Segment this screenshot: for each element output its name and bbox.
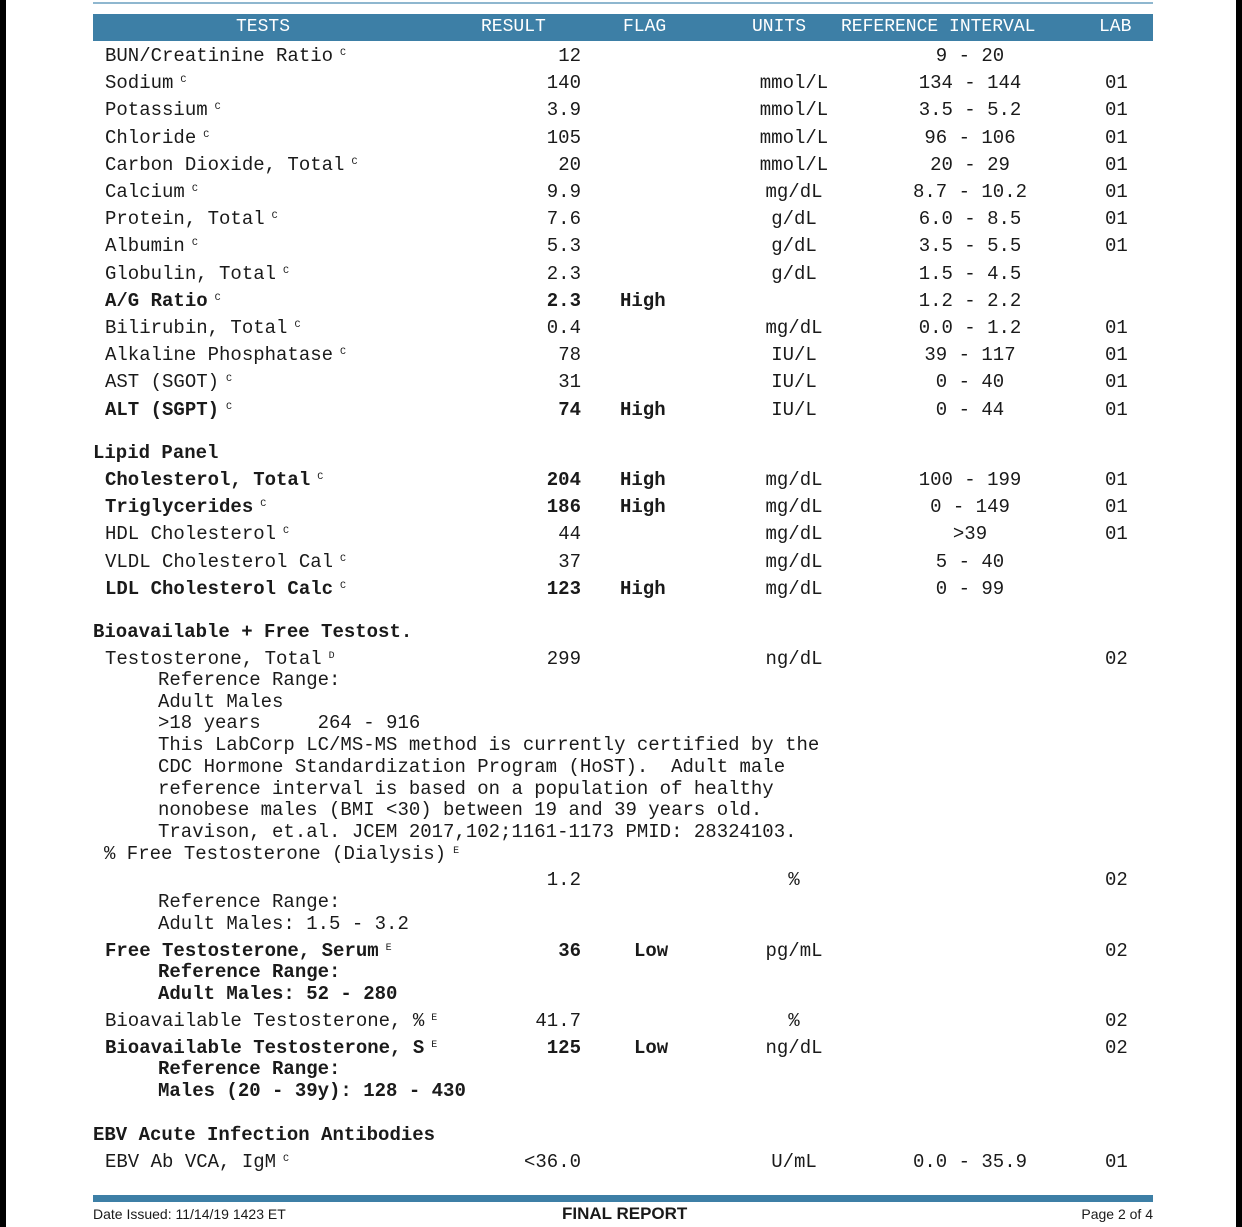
table-row bbox=[0, 1008, 1242, 1035]
note-line: Reference Range: bbox=[158, 669, 341, 691]
test-units: mg/dL bbox=[765, 577, 823, 600]
test-result: 74 bbox=[558, 398, 581, 421]
test-name: Potassium $^C$ bbox=[105, 99, 221, 122]
table-row bbox=[0, 867, 1242, 894]
test-units: mg/dL bbox=[765, 469, 823, 491]
test-lab: 01 bbox=[1105, 126, 1128, 149]
test-name: Triglycerides $^C$ bbox=[105, 496, 267, 519]
test-reference: 39 - 117 bbox=[924, 344, 1016, 367]
test-flag: Low bbox=[634, 940, 669, 962]
test-units: % bbox=[788, 1010, 800, 1032]
test-reference: >39 bbox=[952, 523, 988, 546]
note-line: Reference Range: bbox=[158, 1058, 341, 1080]
header-lab: LAB bbox=[1099, 17, 1132, 37]
test-flag: Low bbox=[634, 1037, 669, 1059]
test-reference: 0 - 99 bbox=[935, 577, 1005, 600]
table-row bbox=[0, 261, 1242, 288]
testosterone-panel-title: Bioavailable + Free Testost. bbox=[93, 621, 413, 643]
test-result: 36 bbox=[558, 940, 581, 962]
test-reference: 1.5 - 4.5 bbox=[918, 262, 1022, 285]
note-line: Adult Males: 1.5 - 3.2 bbox=[158, 912, 409, 935]
test-name: Cholesterol, Total $^C$ bbox=[105, 469, 324, 491]
header-result: RESULT bbox=[481, 17, 546, 37]
test-name: AST (SGOT) $^C$ bbox=[105, 371, 233, 394]
note-line: Travison, et.al. JCEM 2017,102;1161-1173 PMID: 28324103. bbox=[158, 820, 797, 843]
table-row bbox=[0, 397, 1242, 424]
test-result: 0.4 bbox=[546, 317, 581, 339]
test-result: 1.2 bbox=[546, 869, 581, 891]
test-name: Bioavailable Testosterone, S $^E$ bbox=[105, 1037, 438, 1059]
table-row bbox=[0, 315, 1242, 342]
lipid-panel-title: Lipid Panel bbox=[93, 442, 219, 464]
table-row bbox=[0, 43, 1242, 70]
table-row bbox=[0, 549, 1242, 576]
test-name: % Free Testosterone (Dialysis) $^E$ bbox=[104, 843, 460, 865]
test-reference: 100 - 199 bbox=[918, 469, 1022, 491]
test-result: <36.0 bbox=[523, 1151, 581, 1173]
header-reference: REFERENCE INTERVAL bbox=[841, 17, 1036, 37]
test-flag: High bbox=[620, 496, 666, 519]
test-result: 78 bbox=[558, 344, 581, 367]
test-units: mmol/L bbox=[759, 153, 829, 176]
note-line: CDC Hormone Standardization Program (HoST). Adult male bbox=[158, 755, 786, 778]
test-reference: 9 - 20 bbox=[935, 45, 1005, 67]
test-result: 2.3 bbox=[546, 262, 581, 285]
test-units: g/dL bbox=[771, 235, 817, 258]
test-lab: 02 bbox=[1105, 940, 1128, 962]
footer-rule bbox=[93, 1195, 1153, 1202]
test-result: 37 bbox=[558, 550, 581, 573]
test-name: Bioavailable Testosterone, % $^E$ bbox=[105, 1010, 438, 1032]
test-reference: 3.5 - 5.5 bbox=[918, 235, 1022, 258]
test-flag: High bbox=[620, 469, 666, 491]
test-units: IU/L bbox=[771, 398, 817, 421]
test-units: IU/L bbox=[771, 344, 817, 367]
test-result: 31 bbox=[558, 371, 581, 394]
test-lab: 02 bbox=[1105, 869, 1128, 891]
table-row bbox=[0, 288, 1242, 315]
note-line: Males (20 - 39y): 128 - 430 bbox=[158, 1079, 466, 1102]
test-name: EBV Ab VCA, IgM $^C$ bbox=[105, 1151, 290, 1173]
test-result: 123 bbox=[546, 577, 581, 600]
test-result: 41.7 bbox=[535, 1010, 581, 1032]
test-lab: 02 bbox=[1105, 1037, 1128, 1059]
test-reference: 8.7 - 10.2 bbox=[912, 181, 1028, 203]
table-row bbox=[0, 97, 1242, 124]
test-name: Free Testosterone, Serum $^E$ bbox=[105, 940, 392, 962]
test-reference: 1.2 - 2.2 bbox=[918, 289, 1022, 312]
test-units: g/dL bbox=[771, 208, 817, 231]
test-lab: 01 bbox=[1105, 496, 1128, 519]
table-row bbox=[0, 233, 1242, 260]
test-lab: 01 bbox=[1105, 469, 1128, 491]
test-lab: 01 bbox=[1105, 1151, 1128, 1173]
test-name: Albumin $^C$ bbox=[105, 235, 198, 258]
test-name: HDL Cholesterol $^C$ bbox=[105, 523, 290, 546]
test-reference: 96 - 106 bbox=[924, 126, 1016, 149]
table-row bbox=[0, 576, 1242, 603]
top-rule bbox=[93, 2, 1153, 4]
test-result: 299 bbox=[546, 648, 581, 670]
test-lab: 01 bbox=[1105, 208, 1128, 231]
test-reference: 134 - 144 bbox=[918, 72, 1022, 95]
test-units: mmol/L bbox=[759, 72, 829, 95]
test-name: LDL Cholesterol Calc $^C$ bbox=[105, 577, 347, 600]
test-name: ALT (SGPT) $^C$ bbox=[105, 398, 233, 421]
table-row bbox=[0, 494, 1242, 521]
test-reference: 0 - 44 bbox=[935, 398, 1005, 421]
test-name: Testosterone, Total $^D$ bbox=[105, 648, 335, 670]
test-reference: 0.0 - 1.2 bbox=[918, 317, 1022, 339]
test-units: mmol/L bbox=[759, 99, 829, 122]
table-row bbox=[0, 206, 1242, 233]
table-row bbox=[0, 521, 1242, 548]
table-row bbox=[0, 179, 1242, 206]
test-result: 9.9 bbox=[546, 181, 581, 203]
test-result: 105 bbox=[546, 126, 581, 149]
test-result: 204 bbox=[546, 469, 581, 491]
test-lab: 01 bbox=[1105, 523, 1128, 546]
test-units: ng/dL bbox=[765, 1037, 823, 1059]
header-units: UNITS bbox=[752, 17, 807, 37]
table-row bbox=[0, 152, 1242, 179]
test-name: Alkaline Phosphatase $^C$ bbox=[105, 344, 347, 367]
test-name: Globulin, Total $^C$ bbox=[105, 262, 290, 285]
date-issued: Date Issued: 11/14/19 1423 ET bbox=[93, 1206, 286, 1222]
test-result: 186 bbox=[546, 496, 581, 519]
test-name: BUN/Creatinine Ratio $^C$ bbox=[105, 45, 347, 67]
table-row bbox=[0, 70, 1242, 97]
test-reference: 0.0 - 35.9 bbox=[912, 1151, 1028, 1173]
table-row bbox=[0, 841, 1242, 868]
test-name: Calcium $^C$ bbox=[105, 181, 198, 203]
test-flag: High bbox=[620, 577, 666, 600]
test-units: mg/dL bbox=[765, 317, 823, 339]
note-line: This LabCorp LC/MS-MS method is currently certified by the bbox=[158, 734, 820, 757]
test-units: IU/L bbox=[771, 371, 817, 394]
test-lab: 01 bbox=[1105, 181, 1128, 203]
test-units: U/mL bbox=[771, 1151, 817, 1173]
test-name: Sodium $^C$ bbox=[105, 72, 187, 95]
test-reference: 0 - 40 bbox=[935, 371, 1005, 394]
test-result: 7.6 bbox=[546, 208, 581, 231]
table-row bbox=[0, 342, 1242, 369]
note-line: >18 years 264 - 916 bbox=[158, 712, 421, 735]
test-lab: 01 bbox=[1105, 317, 1128, 339]
test-reference: 6.0 - 8.5 bbox=[918, 208, 1022, 231]
test-units: pg/mL bbox=[765, 940, 823, 962]
test-result: 12 bbox=[558, 45, 581, 67]
header-flag: FLAG bbox=[623, 17, 667, 37]
test-units: mmol/L bbox=[759, 126, 829, 149]
test-reference: 3.5 - 5.2 bbox=[918, 99, 1022, 122]
test-units: % bbox=[788, 869, 800, 891]
test-name: Bilirubin, Total $^C$ bbox=[105, 317, 301, 339]
table-row bbox=[0, 1149, 1242, 1176]
table-row bbox=[0, 369, 1242, 396]
note-line: reference interval is based on a population of healthy bbox=[158, 777, 774, 800]
test-lab: 01 bbox=[1105, 99, 1128, 122]
test-lab: 01 bbox=[1105, 344, 1128, 367]
table-row bbox=[0, 467, 1242, 494]
note-line: Reference Range: bbox=[158, 891, 341, 913]
test-result: 44 bbox=[558, 523, 581, 546]
test-result: 140 bbox=[546, 72, 581, 95]
test-name: A/G Ratio $^C$ bbox=[105, 289, 221, 312]
test-flag: High bbox=[620, 289, 666, 312]
header-tests: TESTS bbox=[236, 17, 291, 37]
note-line: Reference Range: bbox=[158, 961, 341, 983]
test-lab: 02 bbox=[1105, 1010, 1128, 1032]
test-flag: High bbox=[620, 398, 666, 421]
ebv-panel-title: EBV Acute Infection Antibodies bbox=[93, 1124, 436, 1146]
test-units: mg/dL bbox=[765, 181, 823, 203]
report-status: FINAL REPORT bbox=[562, 1204, 688, 1223]
test-units: mg/dL bbox=[765, 496, 823, 519]
note-line: Adult Males: 52 - 280 bbox=[158, 982, 398, 1005]
test-result: 2.3 bbox=[546, 289, 581, 312]
test-lab: 01 bbox=[1105, 371, 1128, 394]
test-reference: 5 - 40 bbox=[935, 550, 1005, 573]
test-name: Carbon Dioxide, Total $^C$ bbox=[105, 153, 358, 176]
table-row bbox=[0, 125, 1242, 152]
test-lab: 01 bbox=[1105, 398, 1128, 421]
test-lab: 02 bbox=[1105, 648, 1128, 670]
test-name: VLDL Cholesterol Cal $^C$ bbox=[105, 550, 347, 573]
page-number: Page 2 of 4 bbox=[1081, 1206, 1153, 1222]
test-reference: 0 - 149 bbox=[930, 496, 1010, 519]
test-name: Chloride $^C$ bbox=[105, 126, 210, 149]
test-units: mg/dL bbox=[765, 550, 823, 573]
test-name: Protein, Total $^C$ bbox=[105, 208, 278, 231]
test-lab: 01 bbox=[1105, 153, 1128, 176]
test-result: 3.9 bbox=[546, 99, 581, 122]
note-line: Adult Males bbox=[158, 690, 284, 713]
test-units: mg/dL bbox=[765, 523, 823, 546]
column-header bbox=[93, 14, 1153, 41]
test-units: g/dL bbox=[771, 262, 817, 285]
note-line: nonobese males (BMI <30) between 19 and 39 years old. bbox=[158, 799, 763, 822]
test-reference: 20 - 29 bbox=[930, 153, 1010, 176]
test-units: ng/dL bbox=[765, 648, 823, 670]
test-result: 125 bbox=[546, 1037, 581, 1059]
test-result: 5.3 bbox=[546, 235, 581, 258]
test-lab: 01 bbox=[1105, 235, 1128, 258]
test-result: 20 bbox=[558, 153, 581, 176]
test-lab: 01 bbox=[1105, 72, 1128, 95]
